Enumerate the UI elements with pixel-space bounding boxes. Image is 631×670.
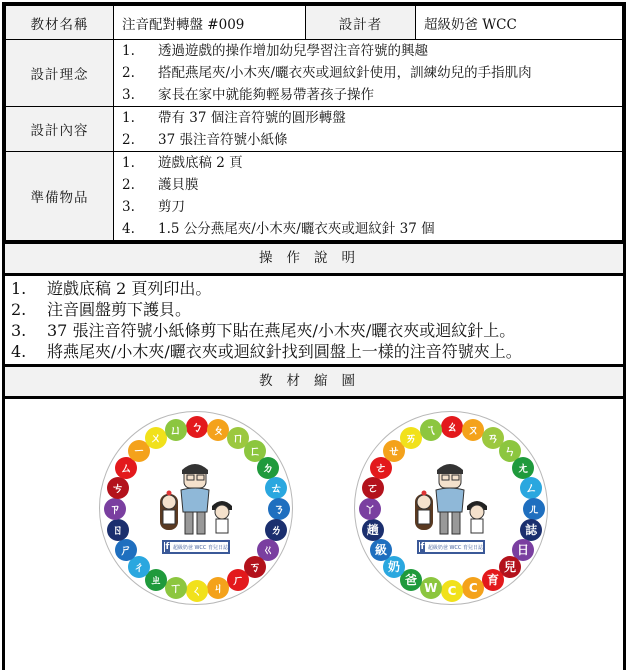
zhuyin-symbol-dot: ㄣ <box>499 440 521 462</box>
zhuyin-symbol-dot: 奶 <box>383 556 405 578</box>
facebook-icon: f <box>420 542 425 552</box>
zhuyin-symbol-dot: ㄘ <box>107 477 129 499</box>
item-text: 注音圓盤剪下護貝。 <box>47 300 192 319</box>
list-item <box>114 84 622 106</box>
designer-label: 設計者 <box>306 6 416 40</box>
item-text: 搭配燕尾夾/小木夾/曬衣夾或迴紋針使用，訓練幼兒的手指肌肉 <box>158 65 532 81</box>
content-list <box>114 107 622 151</box>
zhuyin-symbol-dot: ㄆ <box>207 419 229 441</box>
zhuyin-symbol-dot: ㄕ <box>115 539 137 561</box>
zhuyin-symbol-dot: ㄑ <box>186 580 208 602</box>
zhuyin-symbol-dot: ㄢ <box>482 427 504 449</box>
list-item <box>114 40 622 62</box>
cartoon-family-icon <box>154 462 238 540</box>
zhuyin-symbol-dot: ㄎ <box>244 556 266 578</box>
item-number: 4. <box>11 342 27 361</box>
item-number: 2. <box>122 177 135 193</box>
zhuyin-symbol-dot: ㄧ <box>128 440 150 462</box>
zhuyin-symbol-dot: ㄨ <box>145 427 167 449</box>
zhuyin-symbol-dot: ㄝ <box>383 440 405 462</box>
materials-list-cell <box>114 152 623 241</box>
zhuyin-symbol-dot: ㄤ <box>512 457 534 479</box>
zhuyin-symbol-dot: ㄔ <box>128 556 150 578</box>
item-text: 37 張注音符號小紙條剪下貼在燕尾夾/小木夾/曬衣夾或迴紋針上。 <box>47 321 516 340</box>
thumbnails-area <box>5 399 623 635</box>
item-number: 3. <box>122 87 135 103</box>
zhuyin-symbol-dot: ㄌ <box>265 519 287 541</box>
item-number: 3. <box>11 321 27 340</box>
item-text: 1.5 公分燕尾夾/小木夾/曬衣夾或迴紋針 37 個 <box>158 221 435 237</box>
zhuyin-symbol-dot: ㄇ <box>227 427 249 449</box>
zhuyin-symbol-dot: ㄙ <box>115 457 137 479</box>
zhuyin-symbol-dot: ㄍ <box>257 539 279 561</box>
list-item <box>5 341 623 362</box>
item-text: 家長在家中就能夠輕易帶著孩子操作 <box>158 87 374 103</box>
zhuyin-symbol-dot: ㄜ <box>370 457 392 479</box>
zhuyin-symbol-dot: 趟 <box>362 519 384 541</box>
item-number: 2. <box>11 300 27 319</box>
concept-list <box>114 40 622 106</box>
list-item <box>114 174 622 196</box>
item-number: 1. <box>122 43 135 59</box>
zhuyin-symbol-dot: C <box>462 577 484 599</box>
list-item <box>5 320 623 341</box>
facebook-badge <box>417 540 485 554</box>
facebook-badge <box>162 540 230 554</box>
zhuyin-symbol-dot: 育 <box>482 569 504 591</box>
item-number: 2. <box>122 65 135 81</box>
list-item <box>114 152 622 174</box>
zhuyin-symbol-dot: ㄚ <box>359 498 381 520</box>
zhuyin-symbol-dot: ㄥ <box>520 477 542 499</box>
facebook-icon: f <box>165 542 170 552</box>
info-table <box>5 5 623 241</box>
item-number: 3. <box>122 199 135 215</box>
zhuyin-symbol-dot: ㄈ <box>244 440 266 462</box>
cartoon-family-icon <box>409 462 493 540</box>
family-illustration <box>154 462 238 554</box>
designer-value: 超級奶爸 WCC <box>416 6 623 40</box>
list-item <box>114 196 622 218</box>
item-text: 遊戲底稿 2 頁列印出。 <box>47 279 212 298</box>
zhuyin-symbol-dot: ㄖ <box>107 519 129 541</box>
content-label: 設計內容 <box>6 107 114 152</box>
zhuyin-symbol-dot: W <box>420 577 442 599</box>
item-text: 帶有 37 個注音符號的圓形轉盤 <box>158 110 346 126</box>
zhuyin-symbol-dot: ㄩ <box>165 419 187 441</box>
thumbnails-heading <box>5 364 623 399</box>
material-name-label: 教材名稱 <box>6 6 114 40</box>
zhuyin-symbol-dot: ㄋ <box>268 498 290 520</box>
zhuyin-symbol-dot: ㄒ <box>165 577 187 599</box>
thumbnails-title: 教材縮圖 <box>259 373 369 389</box>
zhuyin-symbol-dot: ㄓ <box>145 569 167 591</box>
concept-list-cell <box>114 40 623 107</box>
item-number: 2. <box>122 132 135 148</box>
concept-label: 設計理念 <box>6 40 114 107</box>
instructions-heading <box>5 241 623 276</box>
material-name-value: 注音配對轉盤 #009 <box>114 6 306 40</box>
zhuyin-wheel-2 <box>354 411 548 605</box>
zhuyin-symbol-dot: 兒 <box>499 556 521 578</box>
zhuyin-symbol-dot: 級 <box>370 539 392 561</box>
zhuyin-symbol-dot: ㄟ <box>420 419 442 441</box>
zhuyin-symbol-dot: ㄐ <box>207 577 229 599</box>
zhuyin-symbol-dot: ㄅ <box>186 416 208 438</box>
materials-list <box>114 152 622 240</box>
zhuyin-symbol-dot: ㄏ <box>227 569 249 591</box>
item-number: 1. <box>122 110 135 126</box>
zhuyin-symbol-dot: ㄛ <box>362 477 384 499</box>
zhuyin-symbol-dot: 爸 <box>400 569 422 591</box>
zhuyin-symbol-dot: ㄡ <box>462 419 484 441</box>
materials-label: 準備物品 <box>6 152 114 241</box>
facebook-badge-text: 超級奶爸 WCC 育兒日誌 <box>172 544 228 551</box>
item-text: 剪刀 <box>158 199 185 215</box>
list-item <box>5 278 623 299</box>
item-number: 4. <box>122 221 135 237</box>
list-item <box>114 129 622 151</box>
zhuyin-symbol-dot: 日 <box>512 539 534 561</box>
zhuyin-symbol-dot: C <box>441 580 463 602</box>
item-text: 將燕尾夾/小木夾/曬衣夾或迴紋針找到圓盤上一樣的注音符號夾上。 <box>47 342 522 361</box>
item-number: 1. <box>11 279 27 298</box>
lesson-plan-document <box>2 2 626 670</box>
list-item <box>114 62 622 84</box>
instructions-list <box>5 276 623 364</box>
instructions-title: 操作說明 <box>259 250 369 266</box>
item-text: 37 張注音符號小紙條 <box>158 132 288 148</box>
item-number: 1. <box>122 155 135 171</box>
list-item <box>5 299 623 320</box>
facebook-badge-text: 超級奶爸 WCC 育兒日誌 <box>427 544 483 551</box>
zhuyin-symbol-dot: ㄞ <box>400 427 422 449</box>
zhuyin-symbol-dot: ㄉ <box>257 457 279 479</box>
list-item <box>114 218 622 240</box>
zhuyin-symbol-dot: ㄦ <box>523 498 545 520</box>
zhuyin-wheel-1 <box>99 411 293 605</box>
family-illustration <box>409 462 493 554</box>
zhuyin-symbol-dot: 誌 <box>520 519 542 541</box>
zhuyin-symbol-dot: ㄊ <box>265 477 287 499</box>
zhuyin-symbol-dot: ㄠ <box>441 416 463 438</box>
zhuyin-symbol-dot: ㄗ <box>104 498 126 520</box>
item-text: 遊戲底稿 2 頁 <box>158 155 243 171</box>
item-text: 護貝膜 <box>158 177 199 193</box>
content-list-cell <box>114 107 623 152</box>
item-text: 透過遊戲的操作增加幼兒學習注音符號的興趣 <box>158 43 428 59</box>
list-item <box>114 107 622 129</box>
